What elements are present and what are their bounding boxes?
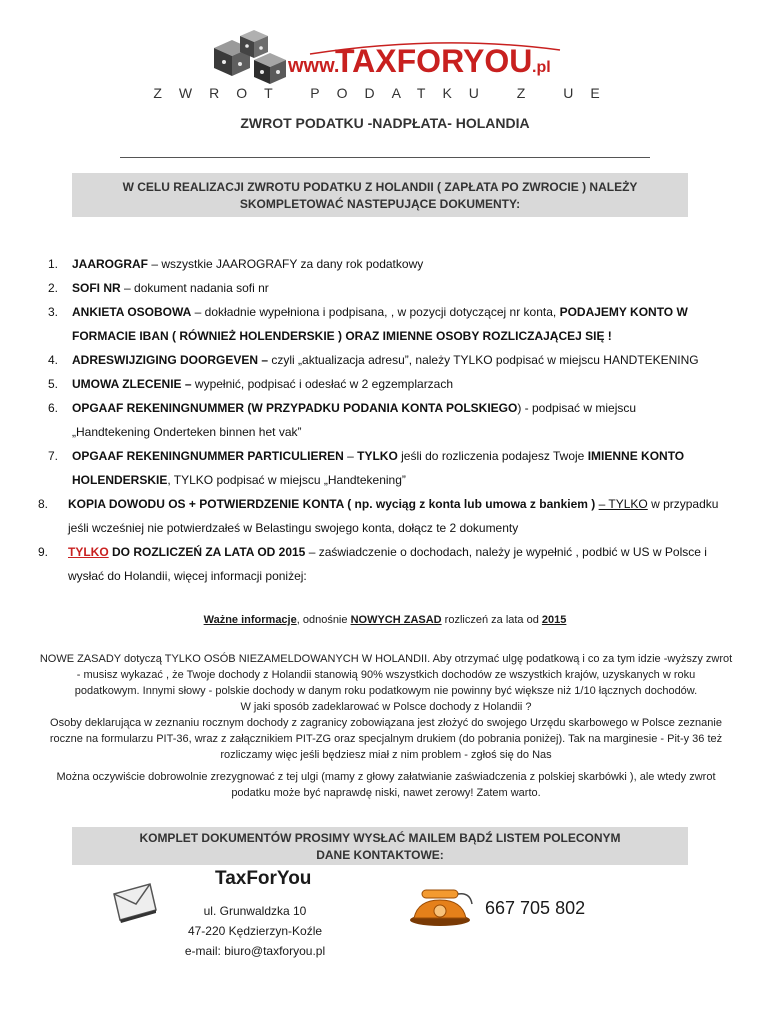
item-text: – dokument nadania sofi nr bbox=[120, 281, 269, 295]
important-text: rozliczeń za lata od bbox=[441, 614, 542, 626]
list-item bbox=[0, 540, 728, 588]
page-title: ZWROT PODATKU -NADPŁATA- HOLANDIA bbox=[240, 115, 530, 131]
item-text: – zaświadczenie o dochodach, należy je wypełnić , podbić w US w Polsce i bbox=[305, 545, 707, 559]
paragraph-line: roczne na formularzu PIT-36, wraz z załącznikiem PIT-ZG oraz specjalnym drukiem (do pobrania poniżej). Tak na marginesie - Pit-y 36 też bbox=[49, 733, 723, 745]
item-title: ADRESWIJZIGING DOORGEVEN – bbox=[72, 353, 269, 367]
item-number: 7. bbox=[48, 449, 59, 463]
item-text: – wszystkie JAAROGRAFY za dany rok podatkowy bbox=[148, 257, 424, 271]
item-bold-line: FORMACIE IBAN ( RÓWNIEŻ HOLENDERSKIE ) ORAZ IMIENNE OSOBY ROZLICZAJĄCEJ SIĘ ! bbox=[72, 329, 612, 343]
item-bold: IMIENNE KONTO bbox=[587, 449, 685, 463]
list-item bbox=[0, 276, 732, 300]
logo-name: TAXFORYOU bbox=[335, 43, 533, 79]
list-item bbox=[0, 252, 732, 276]
item-text-line: jeśli wcześniej nie potwierdzałeś w Belastingu swojego konta, dołącz te 2 dokumenty bbox=[68, 521, 519, 535]
paragraph-line: NOWE ZASADY dotyczą TYLKO OSÓB NIEZAMELDOWANYCH W HOLANDII. Aby otrzymać ulgę podatkową i co za tym idzie -wyższy zwrot bbox=[39, 653, 733, 665]
item-number: 5. bbox=[48, 377, 59, 391]
important-label: Ważne informacje bbox=[203, 614, 297, 626]
documents-list bbox=[0, 252, 732, 588]
item-title: ANKIETA OSOBOWA bbox=[72, 305, 192, 319]
paragraph-line: Osoby deklarująca w zeznaniu rocznym dochody z zagranicy zobowiązana jest złożyć do swojego Urzędu skarbowego w Polsce zeznanie bbox=[50, 717, 722, 729]
tagline: ZWROT PODATKU Z UE bbox=[153, 85, 617, 101]
logo-tld: .pl bbox=[532, 59, 551, 76]
company-name: TaxForYou bbox=[215, 868, 312, 889]
list-item bbox=[0, 300, 732, 348]
important-text: , odnośnie bbox=[296, 614, 351, 626]
paragraph-line: rozliczamy więc jeśli będziesz miał z nim problem - zgłoś się do Nas bbox=[220, 749, 552, 761]
paragraph-line: - musisz wykazać , że Twoje dochody z Holandii stanowią 90% wszystkich dochodów ze wszystkich krajów, uzyskanych w roku bbox=[76, 669, 696, 681]
optional-relief-paragraph bbox=[30, 769, 742, 801]
important-info-heading bbox=[0, 614, 770, 626]
item-text: – bbox=[343, 449, 358, 463]
item-number: 9. bbox=[38, 545, 49, 559]
item-text-line: wysłać do Holandii, więcej informacji poniżej: bbox=[68, 569, 307, 583]
intro-line-1: W CELU REALIZACJI ZWROTU PODATKU Z HOLANDII ( ZAPŁATA PO ZWROCIE ) NALEŻY bbox=[122, 180, 638, 194]
item-number: 3. bbox=[48, 305, 59, 319]
item-title: JAAROGRAF bbox=[72, 257, 149, 271]
dice-graphic bbox=[214, 30, 286, 84]
item-number: 1. bbox=[48, 257, 59, 271]
item-text: ) - podpisać w miejscu bbox=[517, 401, 637, 415]
contact-box-line-1: KOMPLET DOKUMENTÓW PROSIMY WYSŁAĆ MAILEM BĄDŹ LISTEM POLECONYM bbox=[139, 831, 621, 845]
paragraph-line: W jaki sposób zadeklarować w Polsce dochody z Holandii ? bbox=[240, 701, 532, 713]
item-bold: TYLKO bbox=[357, 449, 398, 463]
list-item bbox=[0, 372, 732, 396]
item-red-label: TYLKO bbox=[68, 545, 109, 559]
paragraph-line: podatku może być naprawdę niski, nawet zerowy! Zatem warto. bbox=[231, 787, 541, 799]
item-bold-line: HOLENDERSKIE bbox=[72, 473, 168, 487]
item-number: 2. bbox=[48, 281, 59, 295]
item-text-line: , TYLKO podpisać w miejscu „Handtekening” bbox=[167, 473, 406, 487]
item-text-line: „Handtekening Onderteken binnen het vak” bbox=[72, 425, 302, 439]
telephone-icon bbox=[404, 882, 476, 928]
paragraph-line: Można oczywiście dobrowolnie zrezygnować z tej ulgi (mamy z głowy załatwianie zaświadczenia z polskiej skarbówki ), ale wtedy zwrot bbox=[56, 771, 716, 783]
item-title: SOFI NR bbox=[72, 281, 121, 295]
street-address: ul. Grunwaldzka 10 bbox=[203, 904, 307, 918]
intro-box bbox=[72, 173, 688, 217]
item-number: 4. bbox=[48, 353, 59, 367]
important-bold: NOWYCH ZASAD bbox=[350, 614, 442, 626]
item-title: UMOWA ZLECENIE – bbox=[72, 377, 192, 391]
item-underlined: – TYLKO bbox=[598, 497, 648, 511]
contact-box-line-2: DANE KONTAKTOWE: bbox=[316, 848, 444, 862]
list-item bbox=[0, 492, 728, 540]
item-text: – dokładnie wypełniona i podpisana, , w pozycji dotyczącej nr konta, bbox=[191, 305, 560, 319]
item-text: czyli „aktualizacja adresu”, należy TYLKO podpisać w miejscu HANDTEKENING bbox=[268, 353, 699, 367]
item-text: wypełnić, podpisać i odesłać w 2 egzemplarzach bbox=[191, 377, 454, 391]
intro-line-2: SKOMPLETOWAĆ NASTEPUJĄCE DOKUMENTY: bbox=[239, 197, 521, 211]
list-item bbox=[0, 444, 732, 492]
new-rules-paragraph bbox=[30, 651, 742, 763]
item-text: w przypadku bbox=[647, 497, 719, 511]
important-year: 2015 bbox=[541, 614, 567, 626]
contact-box bbox=[72, 827, 688, 865]
item-bold: PODAJEMY KONTO W bbox=[559, 305, 688, 319]
item-number: 6. bbox=[48, 401, 59, 415]
paragraph-line: podatkowym. Innymi słowy - polskie dochody w danym roku podatkowym nie powinny być większe niż 1/10 łącznych dochodów. bbox=[74, 685, 698, 697]
phone-number[interactable]: 667 705 802 bbox=[485, 898, 586, 918]
item-text: jeśli do rozliczenia podajesz Twoje bbox=[397, 449, 588, 463]
list-item bbox=[0, 348, 732, 372]
email-address[interactable]: e-mail: biuro@taxforyou.pl bbox=[184, 944, 326, 958]
item-title: KOPIA DOWODU OS + POTWIERDZENIE KONTA ( np. wyciąg z konta lub umowa z bankiem ) bbox=[68, 497, 596, 511]
item-title: OPGAAF REKENINGNUMMER (W PRZYPADKU PODANIA KONTA POLSKIEGO bbox=[72, 401, 518, 415]
logo-www: www. bbox=[288, 55, 340, 77]
item-number: 8. bbox=[38, 497, 49, 511]
item-title: DO ROZLICZEŃ ZA LATA OD 2015 bbox=[108, 545, 306, 559]
divider bbox=[120, 157, 650, 158]
city-address: 47-220 Kędzierzyn-Koźle bbox=[187, 924, 323, 938]
list-item bbox=[0, 396, 732, 444]
item-title: OPGAAF REKENINGNUMMER PARTICULIEREN bbox=[72, 449, 344, 463]
